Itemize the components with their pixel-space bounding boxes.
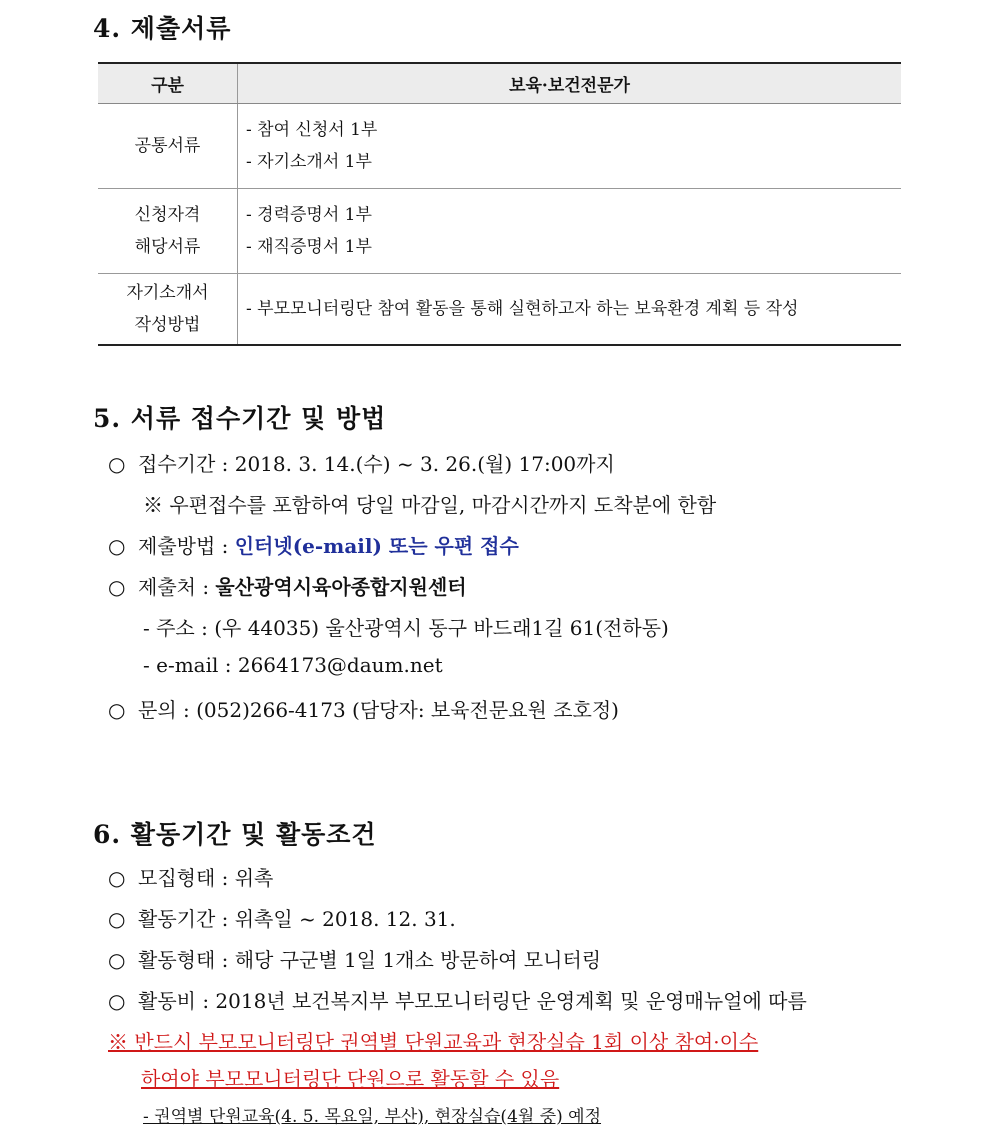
section-5-title: 5. 서류 접수기간 및 방법 [93,404,387,433]
address-line: - 주소 : (우 44035) 울산광역시 동구 바드래1길 61(전하동) [143,616,669,640]
row-category: 자기소개서 작성방법 [98,274,238,346]
list-item: ○ 활동형태 : 해당 구군별 1일 1개소 방문하여 모니터링 [108,948,602,972]
place-line: ○ 제출처 : 울산광역시육아종합지원센터 [108,575,467,599]
bullet-icon: ○ [108,907,126,931]
method-line: ○ 제출방법 : 인터넷(e-mail) 또는 우편 접수 [108,534,519,558]
list-item: ○ 모집형태 : 위촉 [108,866,274,890]
list-item: ○ 활동비 : 2018년 보건복지부 부모모니터링단 운영계획 및 운영매뉴얼에 따름 [108,989,807,1013]
table-row [98,274,901,346]
table-row [98,189,901,274]
bullet-icon: ○ [108,698,126,722]
notice-sub: - 권역별 단원교육(4. 5. 목요일, 부산), 현장실습(4월 중) 예정 [143,1107,602,1127]
documents-table [98,62,901,346]
bullet-icon: ○ [108,866,126,890]
row-category: 신청자격 해당서류 [98,189,238,274]
place-value: 울산광역시육아종합지원센터 [215,575,467,599]
row-items: - 경력증명서 1부 - 재직증명서 1부 [238,189,902,274]
period-note: ※ 우편접수를 포함하여 당일 마감일, 마감시간까지 도착분에 한함 [143,493,717,517]
header-category: 구분 [98,63,238,104]
list-item: ○ 활동기간 : 위촉일 ~ 2018. 12. 31. [108,907,456,931]
bullet-icon: ○ [108,452,126,476]
row-items: - 참여 신청서 1부 - 자기소개서 1부 [238,104,902,189]
method-value: 인터넷(e-mail) 또는 우편 접수 [234,534,519,558]
bullet-icon: ○ [108,534,126,558]
header-expert: 보육·보건전문가 [238,63,902,104]
row-category: 공통서류 [98,104,238,189]
notice-line-2: 하여야 부모모니터링단 단원으로 활동할 수 있음 [141,1067,560,1091]
email-line: - e-mail : 2664173@daum.net [143,653,443,677]
row-items: - 부모모니터링단 참여 활동을 통해 실현하고자 하는 보육환경 계획 등 작성 [238,274,902,346]
contact-line: ○ 문의 : (052)266-4173 (담당자: 보육전문요원 조호정) [108,698,619,722]
table-row [98,104,901,189]
bullet-icon: ○ [108,575,126,599]
notice-line-1: ※ 반드시 부모모니터링단 권역별 단원교육과 현장실습 1회 이상 참여·이수 [108,1030,759,1054]
bullet-icon: ○ [108,989,126,1013]
period-line: ○ 접수기간 : 2018. 3. 14.(수) ~ 3. 26.(월) 17:00까지 [108,452,615,476]
bullet-icon: ○ [108,948,126,972]
section-4-title: 4. 제출서류 [93,14,232,43]
section-6-title: 6. 활동기간 및 활동조건 [93,820,377,849]
